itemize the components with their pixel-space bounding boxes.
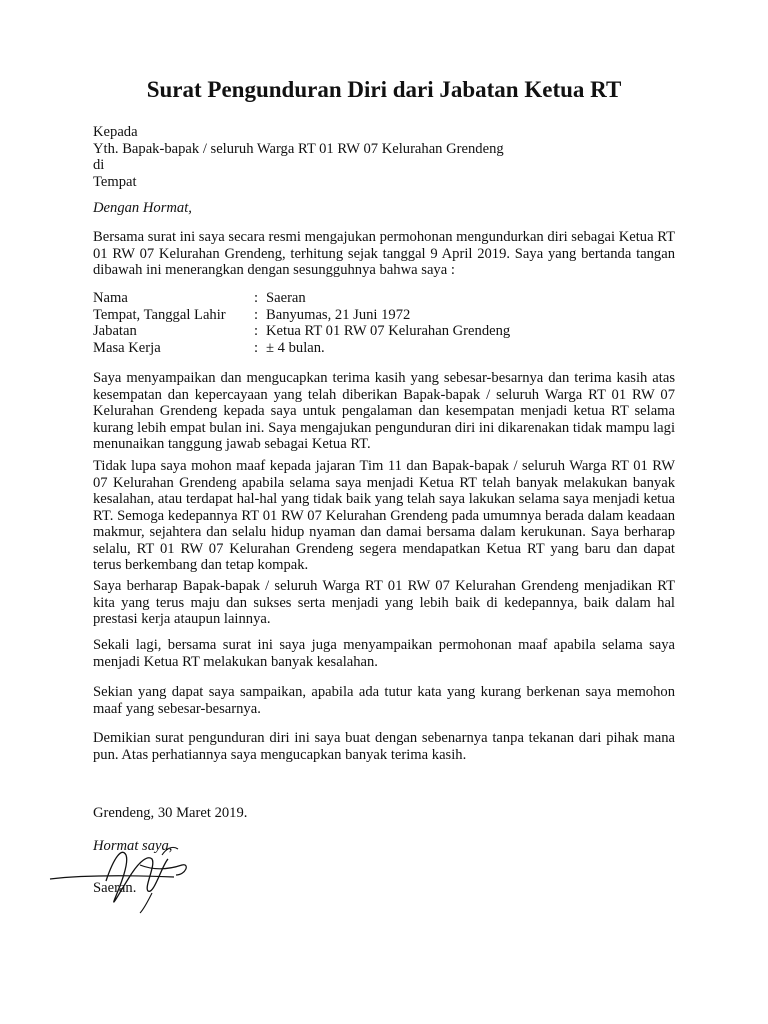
intro-paragraph: Bersama surat ini saya secara resmi mengajukan permohonan mengundurkan diri sebagai Ketua RT 01 RW 07 Kelurahan Grendeng, terhitung sejak tanggal 9 April 2019. Saya yang bertanda tangan dibawah ini menerangkan dengan sesungguhnya bahwa saya : [93,229,675,278]
intro-block [93,229,675,279]
body-paragraph-1 [93,370,675,453]
recipient-block [93,124,675,190]
identity-row [93,323,675,340]
body-paragraph: Tidak lupa saya mohon maaf kepada jajaran Tim 11 dan Bapak-bapak / seluruh Warga RT 01 RW 07 Kelurahan Grendeng apabila selama saya menjadi Ketua RT telah banyak melakukan banyak kesalahan, atau terdapat hal-hal yang tidak baik yang telah saya lakukan selama saya menjadi ketua RT. Semoga kedepannya RT 01 RW 07 Kelurahan Grendeng pada umumnya berada dalam keadaan makmur, sejahtera dan selalu hidup nyaman dan damai bersama dalam kerukunan. Saya berharap selalu, RT 01 RW 07 Kelurahan Grendeng segera mendapatkan Ketua RT yang baru dan dapat terus berkembang dan tetap kompak. [93,458,675,573]
body-paragraph-6 [93,730,675,763]
body-paragraph: Sekian yang dapat saya sampaikan, apabila ada tutur kata yang kurang berkenan saya memohon maaf yang sebesar-besarnya. [93,684,675,717]
handwritten-signature [44,835,224,915]
closing-date-block [93,805,675,822]
salutation: Dengan Hormat, [93,200,192,216]
recipient-line-di: di [93,157,105,173]
identity-colon: : [254,323,259,339]
recipient-line-kepada: Kepada [93,124,138,140]
identity-row [93,307,675,324]
identity-row [93,340,675,357]
recipient-line-tempat: Tempat [93,173,137,190]
identity-colon: : [254,339,259,356]
identity-colon: : [254,306,259,323]
identity-label: Masa Kerja [93,339,161,356]
body-paragraph: Demikian surat pengunduran diri ini saya buat dengan sebenarnya tanpa tekanan dari pihak mana pun. Atas perhatiannya saya mengucapkan banyak terima kasih. [93,730,675,763]
identity-table [93,290,675,356]
identity-value: Saeran [266,290,306,306]
identity-label: Nama [93,290,128,306]
body-paragraph-5 [93,684,675,717]
recipient-line-addressee: Yth. Bapak-bapak / seluruh Warga RT 01 RW 07 Kelurahan Grendeng [93,140,504,157]
identity-colon: : [254,290,259,306]
identity-value: Banyumas, 21 Juni 1972 [266,306,411,323]
place-date: Grendeng, 30 Maret 2019. [93,805,248,821]
body-paragraph-2 [93,458,675,574]
body-paragraph: Saya berharap Bapak-bapak / seluruh Warga RT 01 RW 07 Kelurahan Grendeng menjadikan RT kita yang terus maju dan sukses serta menjadi yang lebih baik di kedepannya, baik dalam hal prestasi kerja ataupun lainnya. [93,578,675,627]
identity-label: Jabatan [93,323,137,339]
body-paragraph: Sekali lagi, bersama surat ini saya juga menyampaikan permohonan maaf apabila selama saya menjadi Ketua RT melakukan banyak kesalahan. [93,637,675,670]
body-paragraph: Saya menyampaikan dan mengucapkan terima kasih yang sebesar-besarnya dan terima kasih atas kesempatan dan kepercayaan yang telah diberikan Bapak-bapak / seluruh Warga RT 01 RW 07 Kelurahan Grendeng kepada saya untuk pengalaman dan kesempatan menjadi ketua RT selama kurang lebih empat bulan ini. Saya mengajukan pengunduran diri ini dikarenakan tidak mampu lagi menunaikan tanggung jawab sebagai Ketua RT. [93,370,675,452]
salutation-block [93,200,675,217]
signature-scribble [44,835,224,915]
signer-name: Saeran. [93,880,137,896]
identity-value: ± 4 bulan. [266,339,325,356]
body-paragraph-3 [93,578,675,628]
letter-title: Surat Pengunduran Diri dari Jabatan Ketua RT [146,77,622,102]
identity-value: Ketua RT 01 RW 07 Kelurahan Grendeng [266,323,511,339]
identity-row [93,290,675,307]
body-paragraph-4 [93,637,675,670]
identity-label: Tempat, Tanggal Lahir [93,306,226,323]
closing-regards: Hormat saya, [93,838,173,854]
